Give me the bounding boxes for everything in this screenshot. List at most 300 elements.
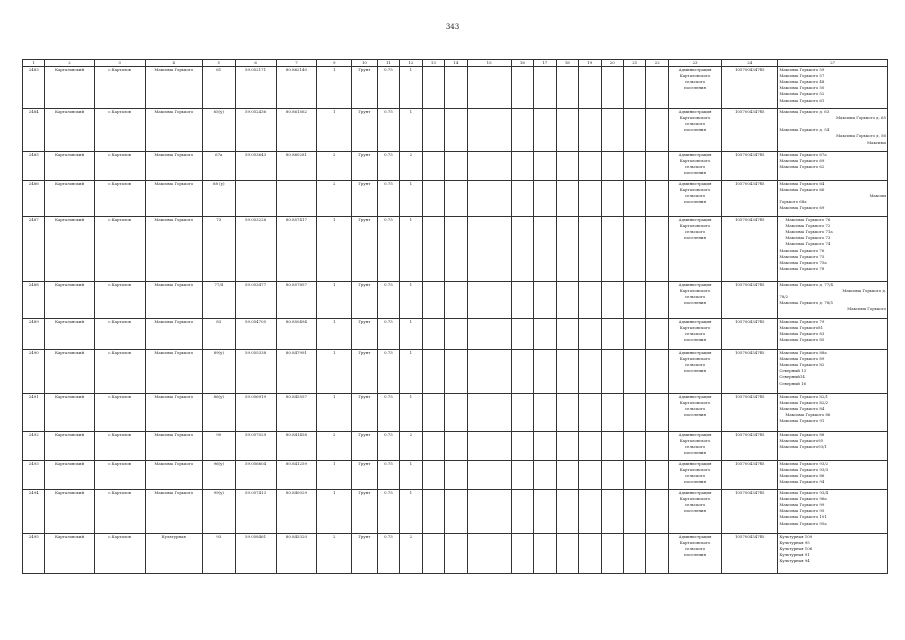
cell-bins: 1 [400,490,422,534]
cell-count: 1 [317,67,352,109]
cell-empty [534,490,556,534]
column-header: 22 [646,60,668,67]
cell-empty [579,490,601,534]
address-line: Максима Горького 86 [779,473,825,479]
cell-house: 67а [202,152,235,181]
cell-surface: Грунт [352,152,378,181]
cell-bins: 1 [400,282,422,319]
address-line: Максима Горького 67а [779,152,827,158]
address-line: Максима Горького 78 [779,265,825,271]
admin-line: Администрация [678,432,712,438]
admin-line: сельского [684,164,706,170]
cell-village: с.Карталов [94,152,145,181]
column-header: 14 [445,60,467,67]
cell-empty [556,461,578,490]
cell-empty [579,534,601,574]
admin-line: сельского [684,444,706,450]
cell-empty [534,394,556,432]
cell-settlement: Карталовский [45,109,94,152]
address-line: Максима Горького 62 [779,164,825,170]
cell-empty [601,181,623,217]
cell-empty [579,394,601,432]
cell-empty [624,152,646,181]
cell-count: 2 [317,534,352,574]
cell-empty [646,282,668,319]
cell-admin [668,394,721,432]
cell-num: 2495 [23,534,45,574]
cell-count: 1 [317,217,352,282]
cell-empty [467,350,511,394]
cell-empty [467,109,511,152]
address-line: Максима Горького 79 [779,319,825,325]
admin-line: поселения [684,552,706,558]
column-header: 20 [601,60,623,67]
cell-empty [422,534,444,574]
cell-lon [276,181,317,217]
cell-empty [556,534,578,574]
admin-line: поселения [684,235,706,241]
cell-street: Максима Горького [145,152,202,181]
address-line: Максима Горького д. 77/4 [779,282,833,288]
cell-street: Максима Горького [145,319,202,350]
column-header: 1 [23,60,45,67]
cell-admin [668,534,721,574]
cell-addresses [778,350,888,394]
cell-addresses [778,461,888,490]
cell-surface: Грунт [352,461,378,490]
admin-line: поселения [684,508,706,514]
cell-num: 2484 [23,109,45,152]
cell-street: Максима Горького [145,490,202,534]
cell-empty [467,319,511,350]
cell-admin [668,67,721,109]
column-header: 3 [94,60,145,67]
cell-empty [467,490,511,534]
cell-area: 0.75 [377,432,399,461]
cell-addresses [778,534,888,574]
table-row [23,490,888,534]
table-row [23,461,888,490]
cell-inn: 1057004347б5 [722,152,778,181]
cell-empty [422,461,444,490]
cell-empty [445,350,467,394]
cell-count: 1 [317,282,352,319]
cell-admin [668,152,721,181]
address-line: Максима Горького 95 [779,508,825,514]
address-line: Максима Горького 66 [779,187,825,193]
register-table [22,59,888,574]
cell-house: 68 (у) [202,181,235,217]
address-line: Максима Горького 88 [779,432,825,438]
cell-house: 93 [202,534,235,574]
cell-empty [601,432,623,461]
address-line: Северный 13 [779,368,807,374]
admin-line: сельского [684,79,706,85]
admin-line: сельского [684,193,706,199]
admin-line: поселения [684,300,706,306]
address-line: Горького 68а [779,199,807,205]
admin-line: сельского [684,406,706,412]
cell-empty [445,181,467,217]
cell-area: 0.75 [377,67,399,109]
cell-village: с.Карталов [94,282,145,319]
cell-empty [422,432,444,461]
cell-lon: 80.857417 [276,217,317,282]
address-line: Культурная 109 [779,534,813,540]
cell-empty [646,152,668,181]
cell-empty [601,319,623,350]
cell-empty [624,319,646,350]
admin-line: Администрация [678,461,712,467]
cell-empty [624,350,646,394]
cell-empty [646,432,668,461]
cell-empty [556,319,578,350]
cell-empty [556,181,578,217]
cell-street: Максима Горького [145,461,202,490]
cell-empty [556,350,578,394]
cell-settlement: Карталовский [45,490,94,534]
address-line: Максима Горького 72 [785,223,831,229]
cell-empty [511,181,533,217]
cell-empty [646,217,668,282]
cell-inn: 1057004347б5 [722,534,778,574]
cell-area: 0.75 [377,152,399,181]
address-line: Максима Горького 76 [779,247,825,253]
address-line: Максима Горького 82 [779,362,825,368]
column-header: 24 [722,60,778,67]
cell-lat: 59.053643 [235,152,276,181]
cell-bins: 2 [400,152,422,181]
cell-surface: Грунт [352,67,378,109]
cell-empty [422,394,444,432]
cell-empty [646,109,668,152]
cell-area: 0.75 [377,319,399,350]
cell-bins: 1 [400,181,422,217]
admin-line: сельского [684,229,706,235]
cell-settlement: Карталовский [45,461,94,490]
cell-empty [511,461,533,490]
address-line: Максима Горького 73 [785,235,831,241]
cell-empty [579,319,601,350]
cell-house: 90 [202,432,235,461]
address-line: Максима Горького 52 [779,91,825,97]
cell-empty [445,394,467,432]
cell-empty [511,490,533,534]
cell-empty [646,181,668,217]
address-line: Максима Горького д. 56 [836,133,886,139]
admin-line: поселения [684,337,706,343]
column-header: 16 [511,60,533,67]
cell-empty [422,282,444,319]
cell-empty [646,534,668,574]
address-line: Культурная 106 [779,546,813,552]
cell-settlement: Карталовский [45,350,94,394]
address-line: Максима Горького 75 [779,253,825,259]
cell-empty [534,534,556,574]
cell-lat: 59.055338 [235,350,276,394]
column-header: 17 [534,60,556,67]
cell-surface: Грунт [352,394,378,432]
cell-inn: 1057004347б5 [722,490,778,534]
address-line: Максима Горького 69 [779,205,825,211]
table-row [23,432,888,461]
table-row [23,181,888,217]
admin-line: сельского [684,546,706,552]
cell-village: с.Карталов [94,319,145,350]
address-line: Максима Горького 94 [779,479,825,485]
column-header: 4 [145,60,202,67]
cell-inn: 1057004347б5 [722,394,778,432]
cell-empty [556,217,578,282]
column-header: 7 [276,60,317,67]
admin-line: поселения [684,199,706,205]
cell-surface: Грунт [352,217,378,282]
table-row [23,67,888,109]
address-line: Максима Горького 101 [779,514,827,520]
cell-empty [422,217,444,282]
cell-bins: 1 [400,394,422,432]
cell-lat: 59.057029 [235,432,276,461]
admin-line: поселения [684,85,706,91]
column-header: 2 [45,60,94,67]
cell-house: 73 [202,217,235,282]
cell-empty [601,461,623,490]
admin-line: Карталовского [679,467,711,473]
address-line: Максима Горького 91 [779,418,825,424]
address-line: Максима Горького д. 78/5 [779,300,833,306]
cell-empty [624,109,646,152]
cell-empty [646,67,668,109]
address-line: Максима Горького 83 [779,331,825,337]
cell-empty [511,534,533,574]
cell-settlement: Карталовский [45,319,94,350]
address-line: Максима Горького93/1 [779,444,827,450]
cell-empty [624,432,646,461]
column-header: 23 [668,60,721,67]
column-header: 9 [317,60,352,67]
table-row [23,282,888,319]
cell-addresses [778,109,888,152]
cell-empty [624,217,646,282]
address-line: Максима Горького 95а [779,520,827,526]
cell-empty [556,490,578,534]
cell-empty [534,152,556,181]
cell-empty [467,534,511,574]
address-line: Максима Горького 71а [785,229,833,235]
address-line: Культурная 94 [779,558,810,564]
cell-empty [601,490,623,534]
cell-lon: 80.860281 [276,152,317,181]
cell-bins: 1 [400,461,422,490]
cell-num: 2489 [23,319,45,350]
cell-empty [511,109,533,152]
cell-empty [556,282,578,319]
cell-lat: 59.056604 [235,461,276,490]
cell-empty [534,319,556,350]
cell-house: 77/4 [202,282,235,319]
address-line: Максима Горького 75а [779,259,827,265]
admin-line: Администрация [678,490,712,496]
address-line: Максима Горького 59 [779,67,825,73]
cell-village: с.Карталов [94,67,145,109]
cell-empty [422,67,444,109]
cell-house: 89(у) [202,350,235,394]
cell-empty [624,461,646,490]
cell-count: 2 [317,432,352,461]
cell-empty [445,490,467,534]
cell-empty [646,490,668,534]
cell-lon: 80.845557 [276,394,317,432]
cell-addresses [778,490,888,534]
cell-empty [467,394,511,432]
cell-inn: 1057004347б5 [722,109,778,152]
cell-count: 2 [317,152,352,181]
cell-inn: 1057004347б5 [722,319,778,350]
cell-empty [422,181,444,217]
address-line: Максима Горького 85 [779,337,825,343]
cell-empty [534,432,556,461]
cell-settlement: Карталовский [45,534,94,574]
cell-surface: Грунт [352,350,378,394]
cell-empty [422,490,444,534]
cell-count: 1 [317,319,352,350]
cell-addresses [778,319,888,350]
admin-line: сельского [684,362,706,368]
cell-empty [422,152,444,181]
cell-num: 2494 [23,490,45,534]
cell-addresses [778,432,888,461]
column-header: 15 [467,60,511,67]
cell-settlement: Карталовский [45,432,94,461]
address-line: Максима [867,139,886,145]
cell-admin [668,319,721,350]
cell-empty [534,109,556,152]
admin-line: Администрация [678,67,712,73]
admin-line: Карталовского [679,288,711,294]
cell-empty [579,461,601,490]
admin-line: сельского [684,473,706,479]
cell-empty [601,350,623,394]
cell-empty [467,152,511,181]
cell-empty [534,461,556,490]
cell-street: Максима Горького [145,350,202,394]
address-line: Северный14 [779,374,805,380]
cell-street: Максима Горького [145,109,202,152]
cell-area: 0.75 [377,461,399,490]
cell-settlement: Карталовский [45,282,94,319]
cell-surface: Грунт [352,490,378,534]
admin-line: Карталовского [679,540,711,546]
cell-empty [579,282,601,319]
cell-admin [668,461,721,490]
cell-area: 0.75 [377,350,399,394]
cell-empty [579,67,601,109]
address-line: Максима Горького 64 [779,181,825,187]
address-line: Максима Горького 96а [779,496,827,502]
table-row [23,319,888,350]
cell-lon: 80.845320 [276,534,317,574]
cell-lon: 80.857857 [276,282,317,319]
cell-count: 1 [317,394,352,432]
cell-inn: 1057004347б5 [722,350,778,394]
admin-line: Карталовского [679,496,711,502]
cell-area: 0.75 [377,394,399,432]
admin-line: Администрация [678,394,712,400]
cell-bins: 2 [400,432,422,461]
cell-empty [511,319,533,350]
cell-village: с.Карталов [94,490,145,534]
cell-inn: 1057004347б5 [722,282,778,319]
cell-count: 1 [317,350,352,394]
cell-admin [668,109,721,152]
cell-empty [624,490,646,534]
cell-empty [646,394,668,432]
cell-street: Максима Горького [145,67,202,109]
cell-empty [467,217,511,282]
cell-empty [579,181,601,217]
column-header: 18 [556,60,578,67]
cell-surface: Грунт [352,109,378,152]
cell-settlement: Карталовский [45,67,94,109]
column-header: 10 [352,60,378,67]
admin-line: Карталовского [679,187,711,193]
cell-surface: Грунт [352,181,378,217]
cell-lat [235,181,276,217]
admin-line: поселения [684,368,706,374]
table-row [23,217,888,282]
address-line: Максима Горького 57 [779,73,825,79]
cell-surface: Грунт [352,432,378,461]
column-header: 19 [579,60,601,67]
cell-empty [601,152,623,181]
cell-empty [646,350,668,394]
admin-line: сельского [684,331,706,337]
address-line: Максима Горького81 [779,325,824,331]
cell-admin [668,350,721,394]
cell-lat: 59.054705 [235,319,276,350]
address-line: Максима Горького 48 [779,79,825,85]
cell-lat: 59.058461 [235,534,276,574]
cell-num: 2486 [23,181,45,217]
cell-admin [668,181,721,217]
cell-inn: 1057004347б5 [722,67,778,109]
cell-village: с.Карталов [94,394,145,432]
address-line: Максима Горького 89 [779,356,825,362]
cell-area: 0.75 [377,109,399,152]
cell-empty [534,181,556,217]
admin-line: поселения [684,412,706,418]
cell-empty [624,394,646,432]
admin-line: Карталовского [679,356,711,362]
address-line: Максима Горького95 [779,438,824,444]
admin-line: Администрация [678,152,712,158]
admin-line: Администрация [678,534,712,540]
cell-addresses [778,152,888,181]
column-header: 27 [778,60,888,67]
cell-surface: Грунт [352,319,378,350]
cell-admin [668,432,721,461]
address-line: Максима Горького 82/1 [779,394,829,400]
cell-num: 2483 [23,67,45,109]
cell-bins: 1 [400,67,422,109]
cell-lat: 59.052436 [235,109,276,152]
cell-area: 0.75 [377,181,399,217]
address-line: Максима Горького 76 [785,217,831,223]
cell-empty [445,461,467,490]
column-header: 13 [422,60,444,67]
cell-street: Максима Горького [145,282,202,319]
cell-bins: 2 [400,534,422,574]
